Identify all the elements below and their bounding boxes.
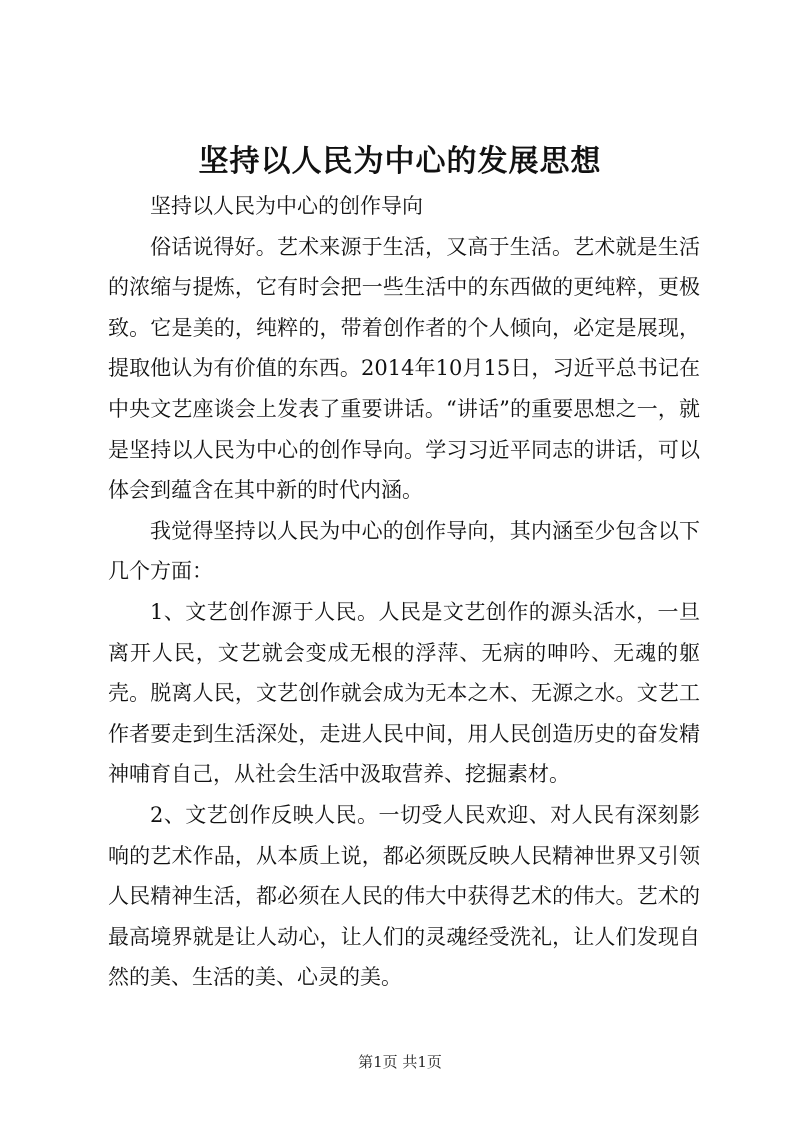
document-body xyxy=(108,186,700,998)
intro-paragraph: 俗话说得好。艺术来源于生活，又高于生活。艺术就是生活的浓缩与提炼，它有时会把一些生活中的东西做的更纯粹，更极致。它是美的，纯粹的，带着创作者的个人倾向，必定是展现，提取他认为有价值的东西。2014年10月15日，习近平总书记在中央文艺座谈会上发表了重要讲话。“讲话”的重要思想之一，就是坚持以人民为中心的创作导向。学习习近平同志的讲话，可以体会到蕴含在其中新的时代内涵。 xyxy=(108,234,700,503)
point-1-paragraph: 1、文艺创作源于人民。人民是文艺创作的源头活水，一旦离开人民，文艺就会变成无根的浮萍、无病的呻吟、无魂的躯壳。脱离人民，文艺创作就会成为无本之木、无源之水。文艺工作者要走到生活深处，走进人民中间，用人民创造历史的奋发精神哺育自己，从社会生活中汲取营养、挖掘素材。 xyxy=(108,599,700,787)
page-footer: 第1页 共1页 xyxy=(358,1053,442,1071)
aspects-intro-paragraph: 我觉得坚持以人民为中心的创作导向，其内涵至少包含以下几个方面： xyxy=(108,518,700,584)
point-2-paragraph: 2、文艺创作反映人民。一切受人民欢迎、对人民有深刻影响的艺术作品，从本质上说，都必须既反映人民精神世界又引领人民精神生活，都必须在人民的伟大中获得艺术的伟大。艺术的最高境界就是让人动心，让人们的灵魂经受洗礼，让人们发现自然的美、生活的美、心灵的美。 xyxy=(108,802,700,990)
document-title: 坚持以人民为中心的发展思想 xyxy=(198,144,602,179)
subtitle-paragraph: 坚持以人民为中心的创作导向 xyxy=(150,194,423,218)
